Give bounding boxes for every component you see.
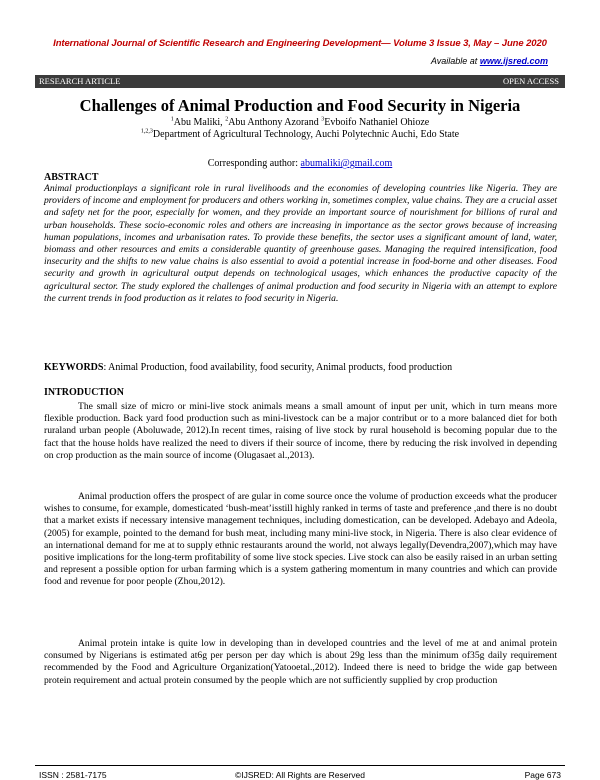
availability-line xyxy=(431,56,548,66)
keywords-label: KEYWORDS xyxy=(44,362,104,373)
available-at-label: Available at xyxy=(430,56,478,66)
page-number: Page 673 xyxy=(524,770,561,780)
copyright-text: ©IJSRED: All Rights are Reserved xyxy=(234,770,366,780)
affiliation-sup: 1,2,3 xyxy=(140,128,153,135)
introduction-heading: INTRODUCTION xyxy=(44,387,125,398)
corresponding-author xyxy=(0,158,600,169)
author-name: Abu Maliki, xyxy=(173,117,226,128)
author-affiliation-sup: 3 xyxy=(321,116,325,123)
author-name: Evboifo Nathaniel Ohioze xyxy=(324,117,430,128)
footer-divider xyxy=(35,765,565,766)
keywords-text: : Animal Production, food availability, food security, Animal products, food production xyxy=(103,362,453,373)
abstract-heading: ABSTRACT xyxy=(44,172,99,183)
author-affiliation-sup: 1 xyxy=(170,116,174,123)
author-affiliation-sup: 2 xyxy=(225,116,229,123)
article-type-label: RESEARCH ARTICLE xyxy=(39,76,121,86)
author-name: Abu Anthony Azorand xyxy=(228,117,322,128)
issn-text: ISSN : 2581-7175 xyxy=(39,770,107,780)
article-banner xyxy=(35,75,565,88)
department-text: Department of Agricultural Technology, Auchi Polytechnic Auchi, Edo State xyxy=(152,129,460,140)
abstract-text: Animal productionplays a significant role in rural livelihoods and the economies of developing countries like Nigeria. They are providers of income and employment for producers and others working in, sometimes complex, value chains. They are a crucial asset and safety net for the poor, especially for women, and they provide an important source of nourishment for billions of rural and urban households. These socio-economic roles and others are increasing in importance as the sector grows because of increasing human populations, incomes and urbanisation rates. To provide these benefits, the sector uses a significant amount of land, water, biomass and other resources and emits a considerable quantity of greenhouse gases. Managing the required intensification, food insecurity and the shifts to new value chains is also essential to avoid a potential increase in food-borne and other diseases. Food security and growth in agricultural output depends on technological usages, which enhances the productive capacity of the agricultural sector. The study explored the challenges of animal production and food security in Nigeria with an attempt to explore the current trends in food production as it relates to food security in Nigeria. xyxy=(44,183,557,304)
journal-url-link[interactable]: www.ijsred.com xyxy=(479,56,548,66)
affiliation xyxy=(0,129,600,140)
body-paragraph: Animal production offers the prospect of are gular in come source once the volume of production exceeds what the producer wishes to consume, for example, domesticated ‘bush-meat’isstill highly ranked in terms of taste and preference ,and there is no doubt that a market exists if necessary intensive management techniques, including domestication, can be developed. Adebayo and Adeola, (2005) for example, pointed to the demand for bush meat, including many mini-live stock, in Nigeria. There is also clear evidence of an international demand for me at to supply ethnic restaurants around the world, not always legally(Devendra,2007),which may have positive implications for the long-term profitability of some live stock species. Live stock can also be easily raised in an urban setting and represent a possible option for urban farming which is a system gathering momentum in many countries and which can provide food and revenue for poor people (Zhou,2012). xyxy=(44,491,557,588)
open-access-label: OPEN ACCESS xyxy=(503,76,559,86)
body-paragraph: Animal protein intake is quite low in developing than in developed countries and the level of me at and animal protein consumed by Nigerians is estimated at6g per person per day which is about 29g less than the minimum of35g daily requirement recommended by the Food and Agriculture Organization(Yatooetal.,2012). Indeed there is need to bridge the wide gap between protein requirement and actual protein consumed by the people which are not sufficiently supplied by crop production xyxy=(44,638,557,686)
body-paragraph: The small size of micro or mini-live stock animals means a small amount of input per unit, which in turn means more flexible production. Back yard food production such as mini-livestock can be a major contribut or to a more balanced diet for both ruraland urban people (Aboluwade, 2012).In recent times, raising of live stock by rural household is becoming popular due to the fact that the house holds have realized the need to divers if their source of income, there by reducing the risk involved in depending on crop production as the main source of income (Olugasaet al.,2013). xyxy=(44,401,557,461)
keywords-line xyxy=(44,362,557,373)
author-list xyxy=(0,117,600,128)
journal-header: International Journal of Scientific Research and Engineering Development— Volume 3 Issue 3, May – June 2020 xyxy=(53,38,547,49)
corresponding-label: Corresponding author: xyxy=(207,158,301,169)
author-email-link[interactable]: abumaliki@gmail.com xyxy=(300,158,393,169)
paper-title: Challenges of Animal Production and Food Security in Nigeria xyxy=(79,96,521,115)
